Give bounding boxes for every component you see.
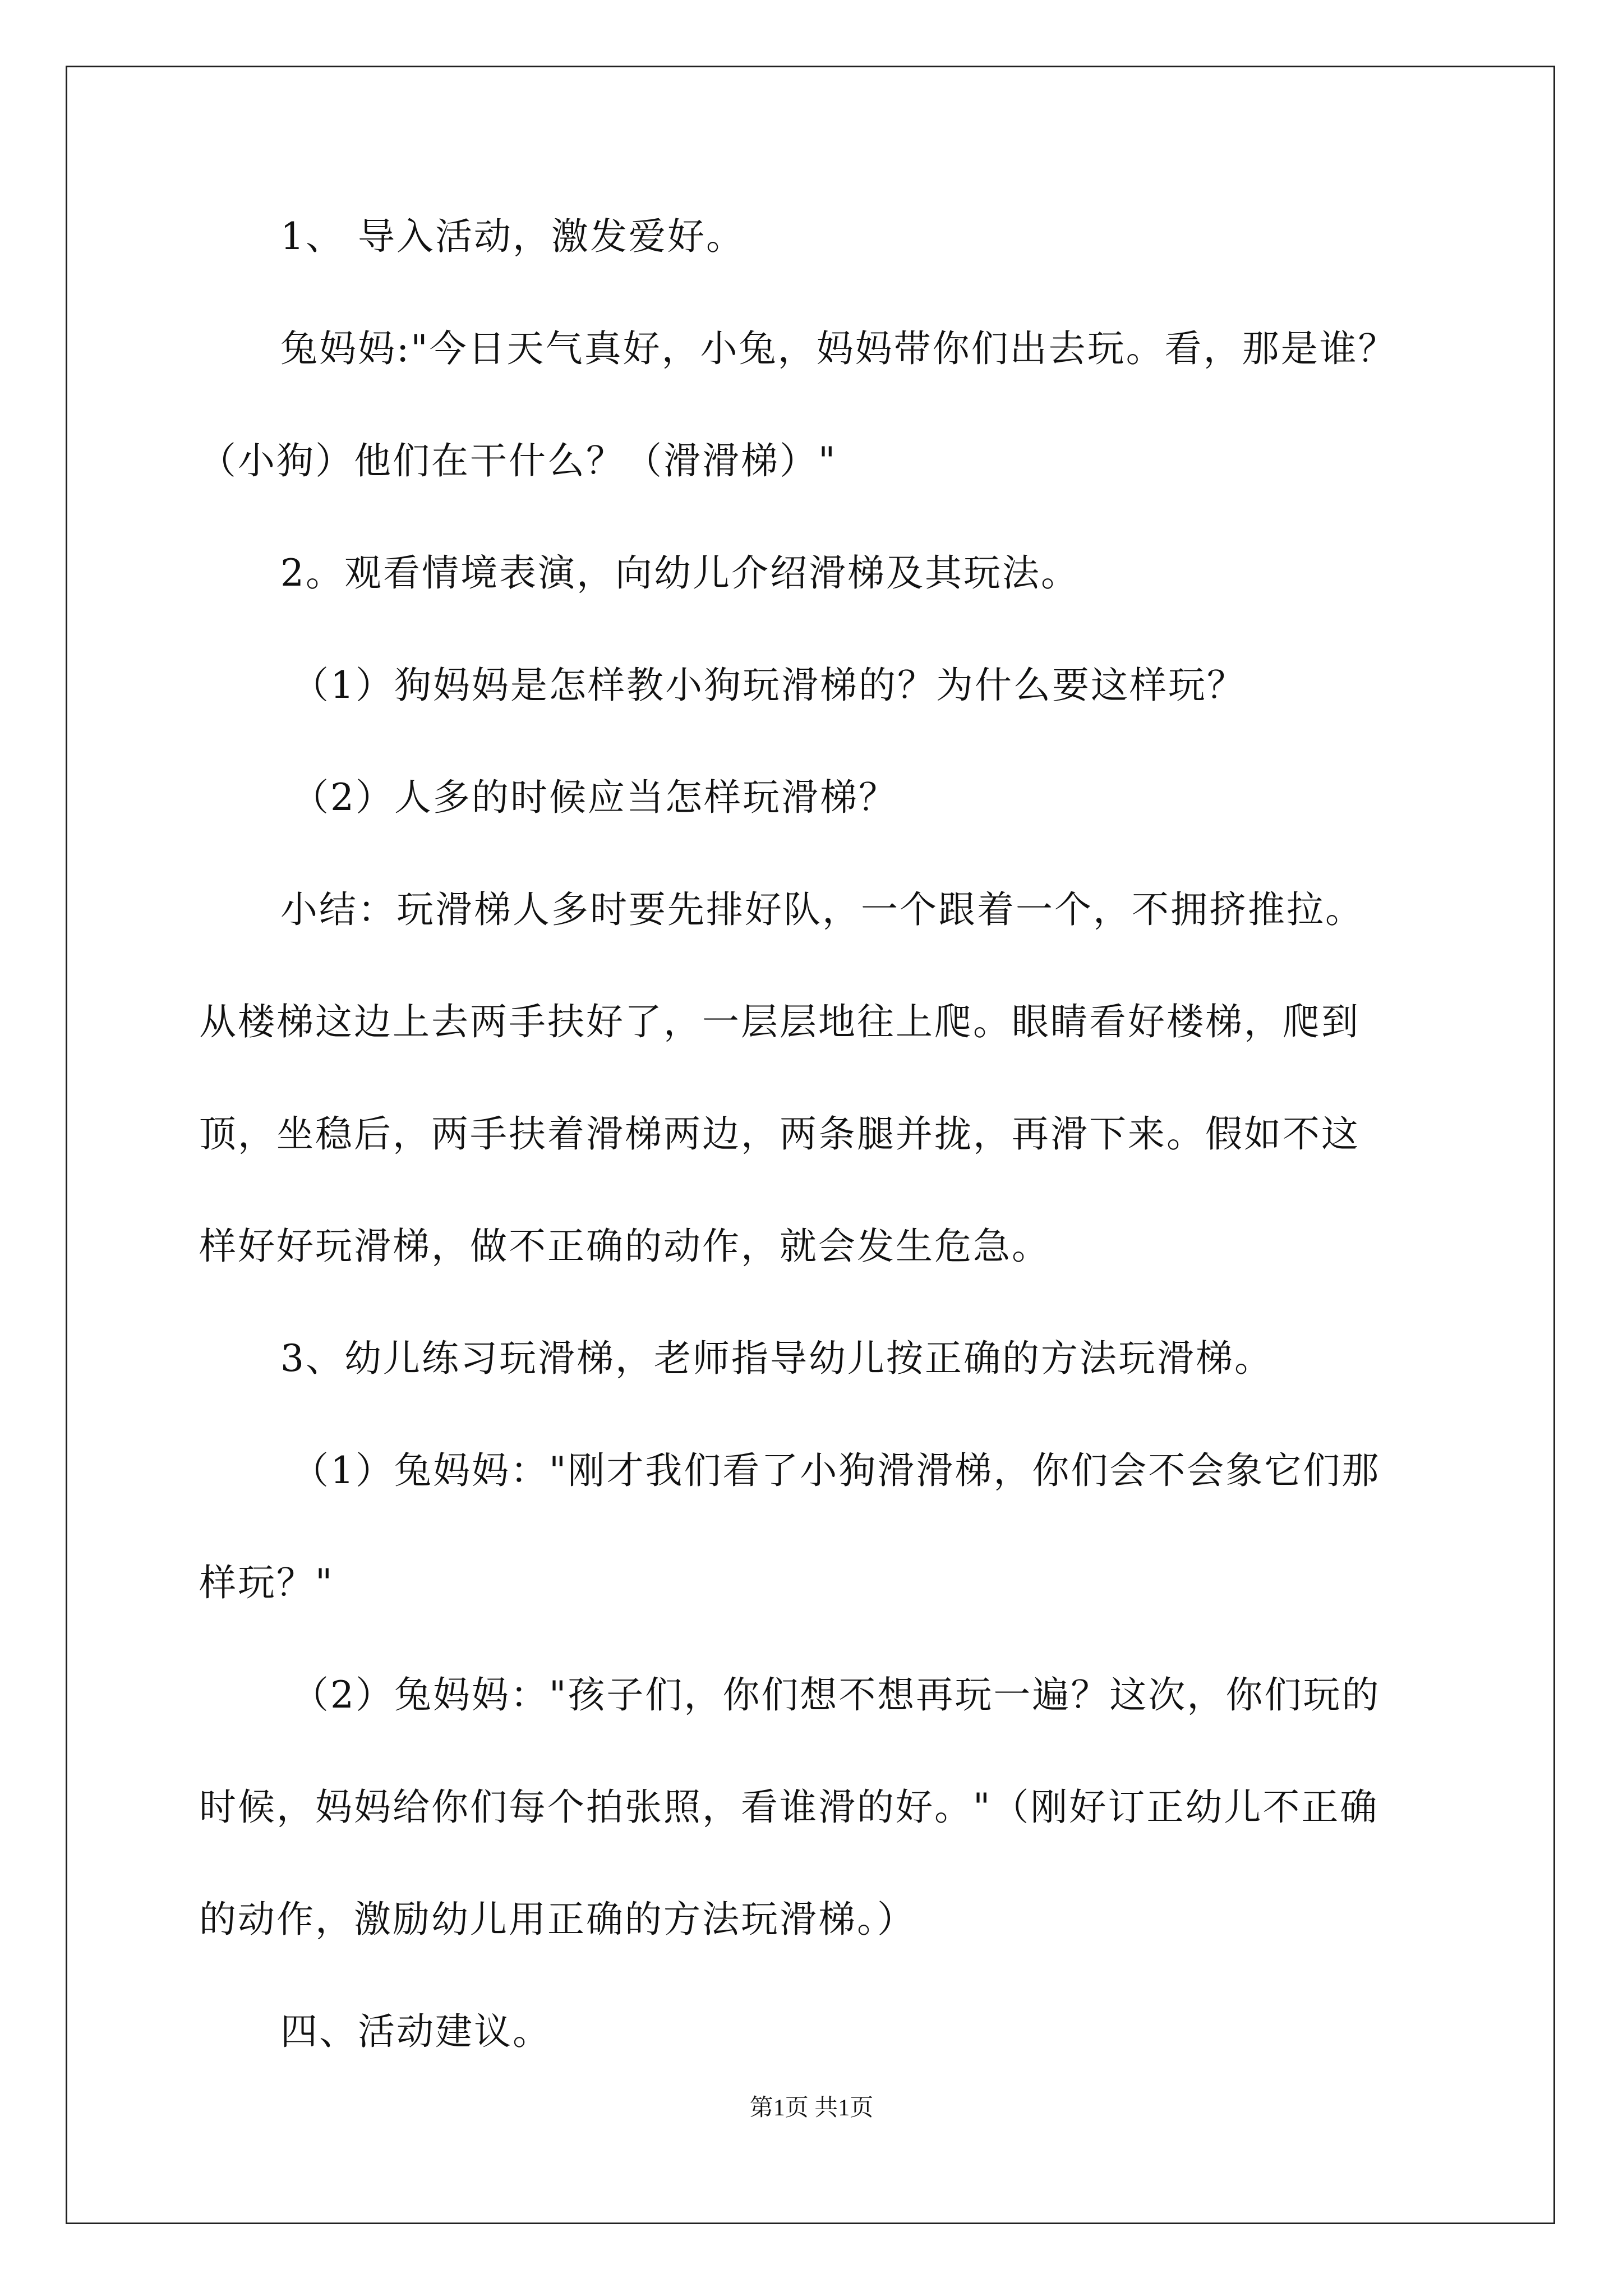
summary-line: 从楼梯这边上去两手扶好了，一层层地往上爬。眼睛看好楼梯，爬到	[199, 1000, 1360, 1043]
dialogue-2-cont: 的动作，激励幼儿用正确的方法玩滑梯。）	[199, 1898, 916, 1941]
step-2-heading: 2。观看情境表演，向幼儿介绍滑梯及其玩法。	[280, 551, 1080, 595]
summary-line: 顶，坐稳后，两手扶着滑梯两边，两条腿并拢，再滑下来。假如不这	[199, 1112, 1360, 1156]
dialogue-2: （2）兔妈妈："孩子们，你们想不想再玩一遍？这次，你们玩的	[292, 1673, 1381, 1717]
question-1: （1）狗妈妈是怎样教小狗玩滑梯的？为什么要这样玩？	[292, 664, 1246, 707]
question-2: （2）人多的时候应当怎样玩滑梯？	[292, 776, 897, 819]
dialogue-1-cont: 样玩？"	[199, 1561, 334, 1604]
section-4-heading: 四、活动建议。	[280, 2010, 551, 2053]
dialogue-2-cont: 时候，妈妈给你们每个拍张照，看谁滑的好。"（刚好订正幼儿不正确	[199, 1786, 1379, 1829]
paragraph-line: 兔妈妈:"今日天气真好，小兔，妈妈带你们出去玩。看，那是谁？	[280, 327, 1397, 370]
page-footer: 第1页 共1页	[749, 2095, 874, 2121]
summary-line: 样好好玩滑梯，做不正确的动作，就会发生危急。	[199, 1225, 1050, 1268]
dialogue-1: （1）兔妈妈："刚才我们看了小狗滑滑梯，你们会不会象它们那	[292, 1449, 1381, 1492]
step-3-heading: 3、幼儿练习玩滑梯，老师指导幼儿按正确的方法玩滑梯。	[280, 1337, 1273, 1380]
paragraph-line: （小狗）他们在干什么？（滑滑梯）"	[199, 439, 837, 482]
step-1-heading: 1、 导入活动，激发爱好。	[280, 215, 745, 258]
summary-line: 小结：玩滑梯人多时要先排好队，一个跟着一个，不拥挤推拉。	[280, 888, 1364, 931]
